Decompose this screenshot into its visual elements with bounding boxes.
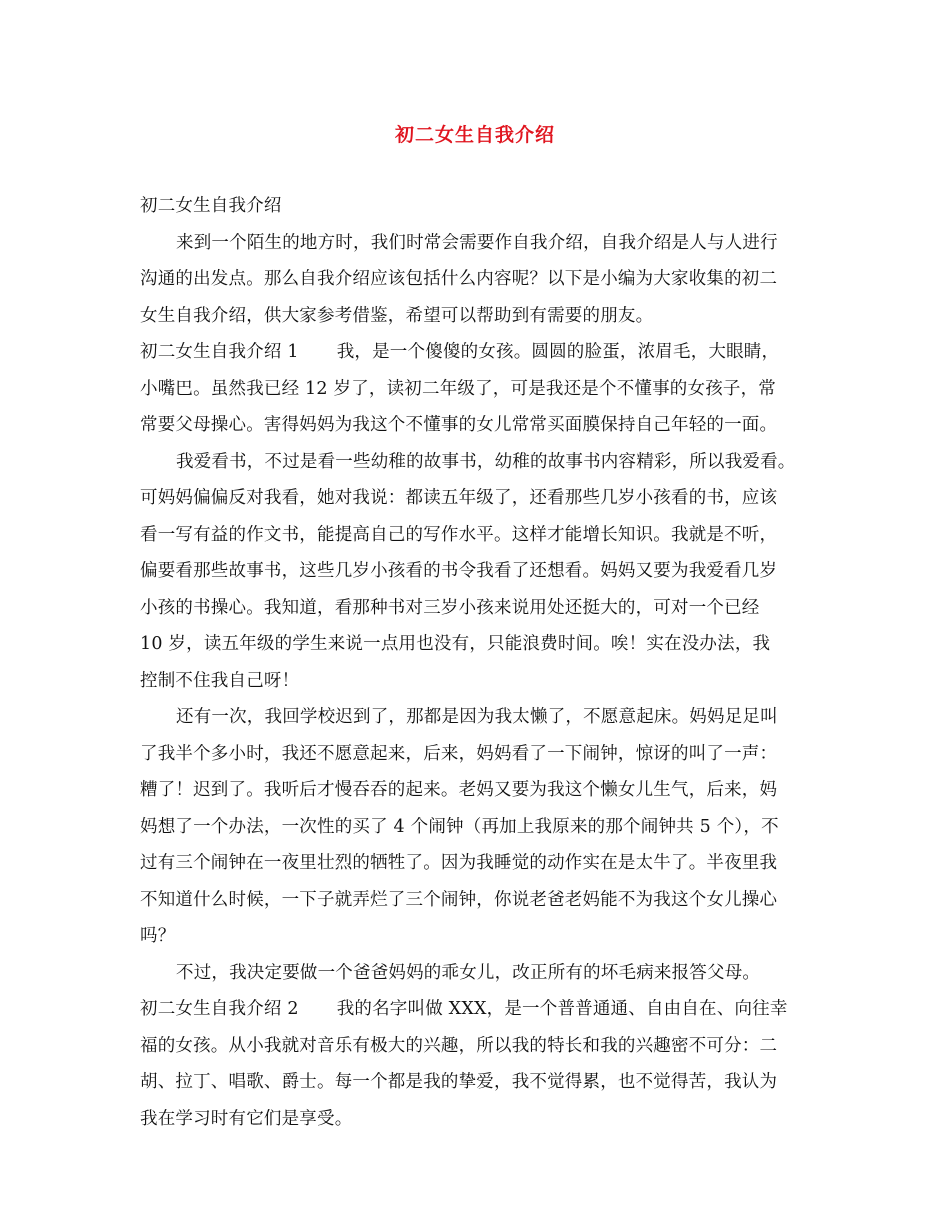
text-line bbox=[140, 809, 820, 846]
line-text: 了我半个多小时，我还不愿意起来，后来，妈妈看了一下闹钟，惊讶的叫了一声： bbox=[140, 743, 778, 764]
text-line bbox=[140, 407, 820, 444]
text-line bbox=[140, 699, 820, 736]
text-line bbox=[140, 663, 820, 700]
line-text: 控制不住我自己呀！ bbox=[140, 670, 300, 691]
line-text: 来到一个陌生的地方时，我们时常会需要作自我介绍，自我介绍是人与人进行 bbox=[176, 232, 778, 253]
line-text: 10 岁，读五年级的学生来说一点用也没有，只能浪费时间。唉！实在没办法，我 bbox=[140, 634, 771, 654]
line-text: 女生自我介绍，供大家参考借鉴，希望可以帮助到有需要的朋友。 bbox=[140, 305, 654, 326]
text-line bbox=[140, 334, 820, 371]
text-line bbox=[140, 882, 820, 919]
text-line bbox=[140, 736, 820, 773]
line-text: 我爱看书，不过是看一些幼稚的故事书，幼稚的故事书内容精彩，所以我爱看。 bbox=[176, 451, 796, 472]
line-text: 小孩的书操心。我知道，看那种书对三岁小孩来说用处还挺大的，可对一个已经 bbox=[140, 597, 760, 618]
text-line bbox=[140, 1101, 820, 1138]
line-text: 还有一次，我回学校迟到了，那都是因为我太懒了，不愿意起床。妈妈足足叫 bbox=[176, 707, 778, 727]
text-line bbox=[140, 371, 820, 408]
text-line bbox=[140, 225, 820, 262]
line-text: 过有三个闹钟在一夜里壮烈的牺牲了。因为我睡觉的动作实在是太牛了。半夜里我 bbox=[140, 853, 778, 873]
text-line bbox=[140, 845, 820, 882]
text-line bbox=[140, 991, 820, 1028]
line-text: 妈想了一个办法，一次性的买了 4 个闹钟（再加上我原来的那个闹钟共 5 个），不 bbox=[140, 816, 779, 837]
line-text: 沟通的出发点。那么自我介绍应该包括什么内容呢？以下是小编为大家收集的初二 bbox=[140, 269, 778, 289]
line-text: 常要父母操心。害得妈妈为我这个不懂事的女儿常常买面膜保持自己年轻的一面。 bbox=[140, 415, 778, 435]
text-line bbox=[140, 626, 820, 663]
line-text: 小嘴巴。虽然我已经 12 岁了，读初二年级了，可是我还是个不懂事的女孩子，常 bbox=[140, 378, 776, 399]
line-text: 我，是一个傻傻的女孩。圆圆的脸蛋，浓眉毛，大眼睛， bbox=[336, 342, 780, 362]
line-text: 吗？ bbox=[140, 926, 176, 946]
line-text: 福的女孩。从小我就对音乐有极大的兴趣，所以我的特长和我的兴趣密不可分：二 bbox=[140, 1035, 778, 1056]
line-text: 不过，我决定要做一个爸爸妈妈的乖女儿，改正所有的坏毛病来报答父母。 bbox=[176, 962, 761, 983]
text-line bbox=[140, 553, 820, 590]
text-line bbox=[140, 298, 820, 335]
line-text: 不知道什么时候，一下子就弄烂了三个闹钟，你说老爸老妈能不为我这个女儿操心 bbox=[140, 889, 778, 910]
line-text: 胡、拉丁、唱歌、爵士。每一个都是我的挚爱，我不觉得累，也不觉得苦，我认为 bbox=[140, 1072, 778, 1092]
text-line bbox=[140, 955, 820, 992]
text-line bbox=[140, 1064, 820, 1101]
line-text: 可妈妈偏偏反对我看，她对我说：都读五年级了，还看那些几岁小孩看的书，应该 bbox=[140, 488, 778, 508]
line-text: 看一写有益的作文书，能提高自己的写作水平。这样才能增长知识。我就是不听， bbox=[140, 524, 778, 545]
text-line bbox=[140, 517, 820, 554]
text-line bbox=[140, 772, 820, 809]
line-text: 我的名字叫做 XXX，是一个普普通通、自由自在、向往幸 bbox=[336, 999, 788, 1019]
line-text: 偏要看那些故事书，这些几岁小孩看的书令我看了还想看。妈妈又要为我爱看几岁 bbox=[140, 561, 778, 581]
line-text: 初二女生自我介绍 bbox=[140, 196, 282, 216]
text-line bbox=[140, 918, 820, 955]
document-title: 初二女生自我介绍 bbox=[394, 124, 555, 146]
text-line bbox=[140, 590, 820, 627]
section-heading: 初二女生自我介绍 1 bbox=[140, 342, 299, 362]
text-line bbox=[140, 188, 820, 225]
text-line bbox=[140, 444, 820, 481]
section-heading: 初二女生自我介绍 2 bbox=[140, 999, 299, 1019]
text-line bbox=[140, 1028, 820, 1065]
text-line bbox=[140, 261, 820, 298]
line-text: 我在学习时有它们是享受。 bbox=[140, 1108, 353, 1129]
line-text: 糟了！迟到了。我听后才慢吞吞的起来。老妈又要为我这个懒女儿生气，后来，妈 bbox=[140, 780, 778, 800]
document-body bbox=[140, 188, 820, 1137]
text-line bbox=[140, 480, 820, 517]
